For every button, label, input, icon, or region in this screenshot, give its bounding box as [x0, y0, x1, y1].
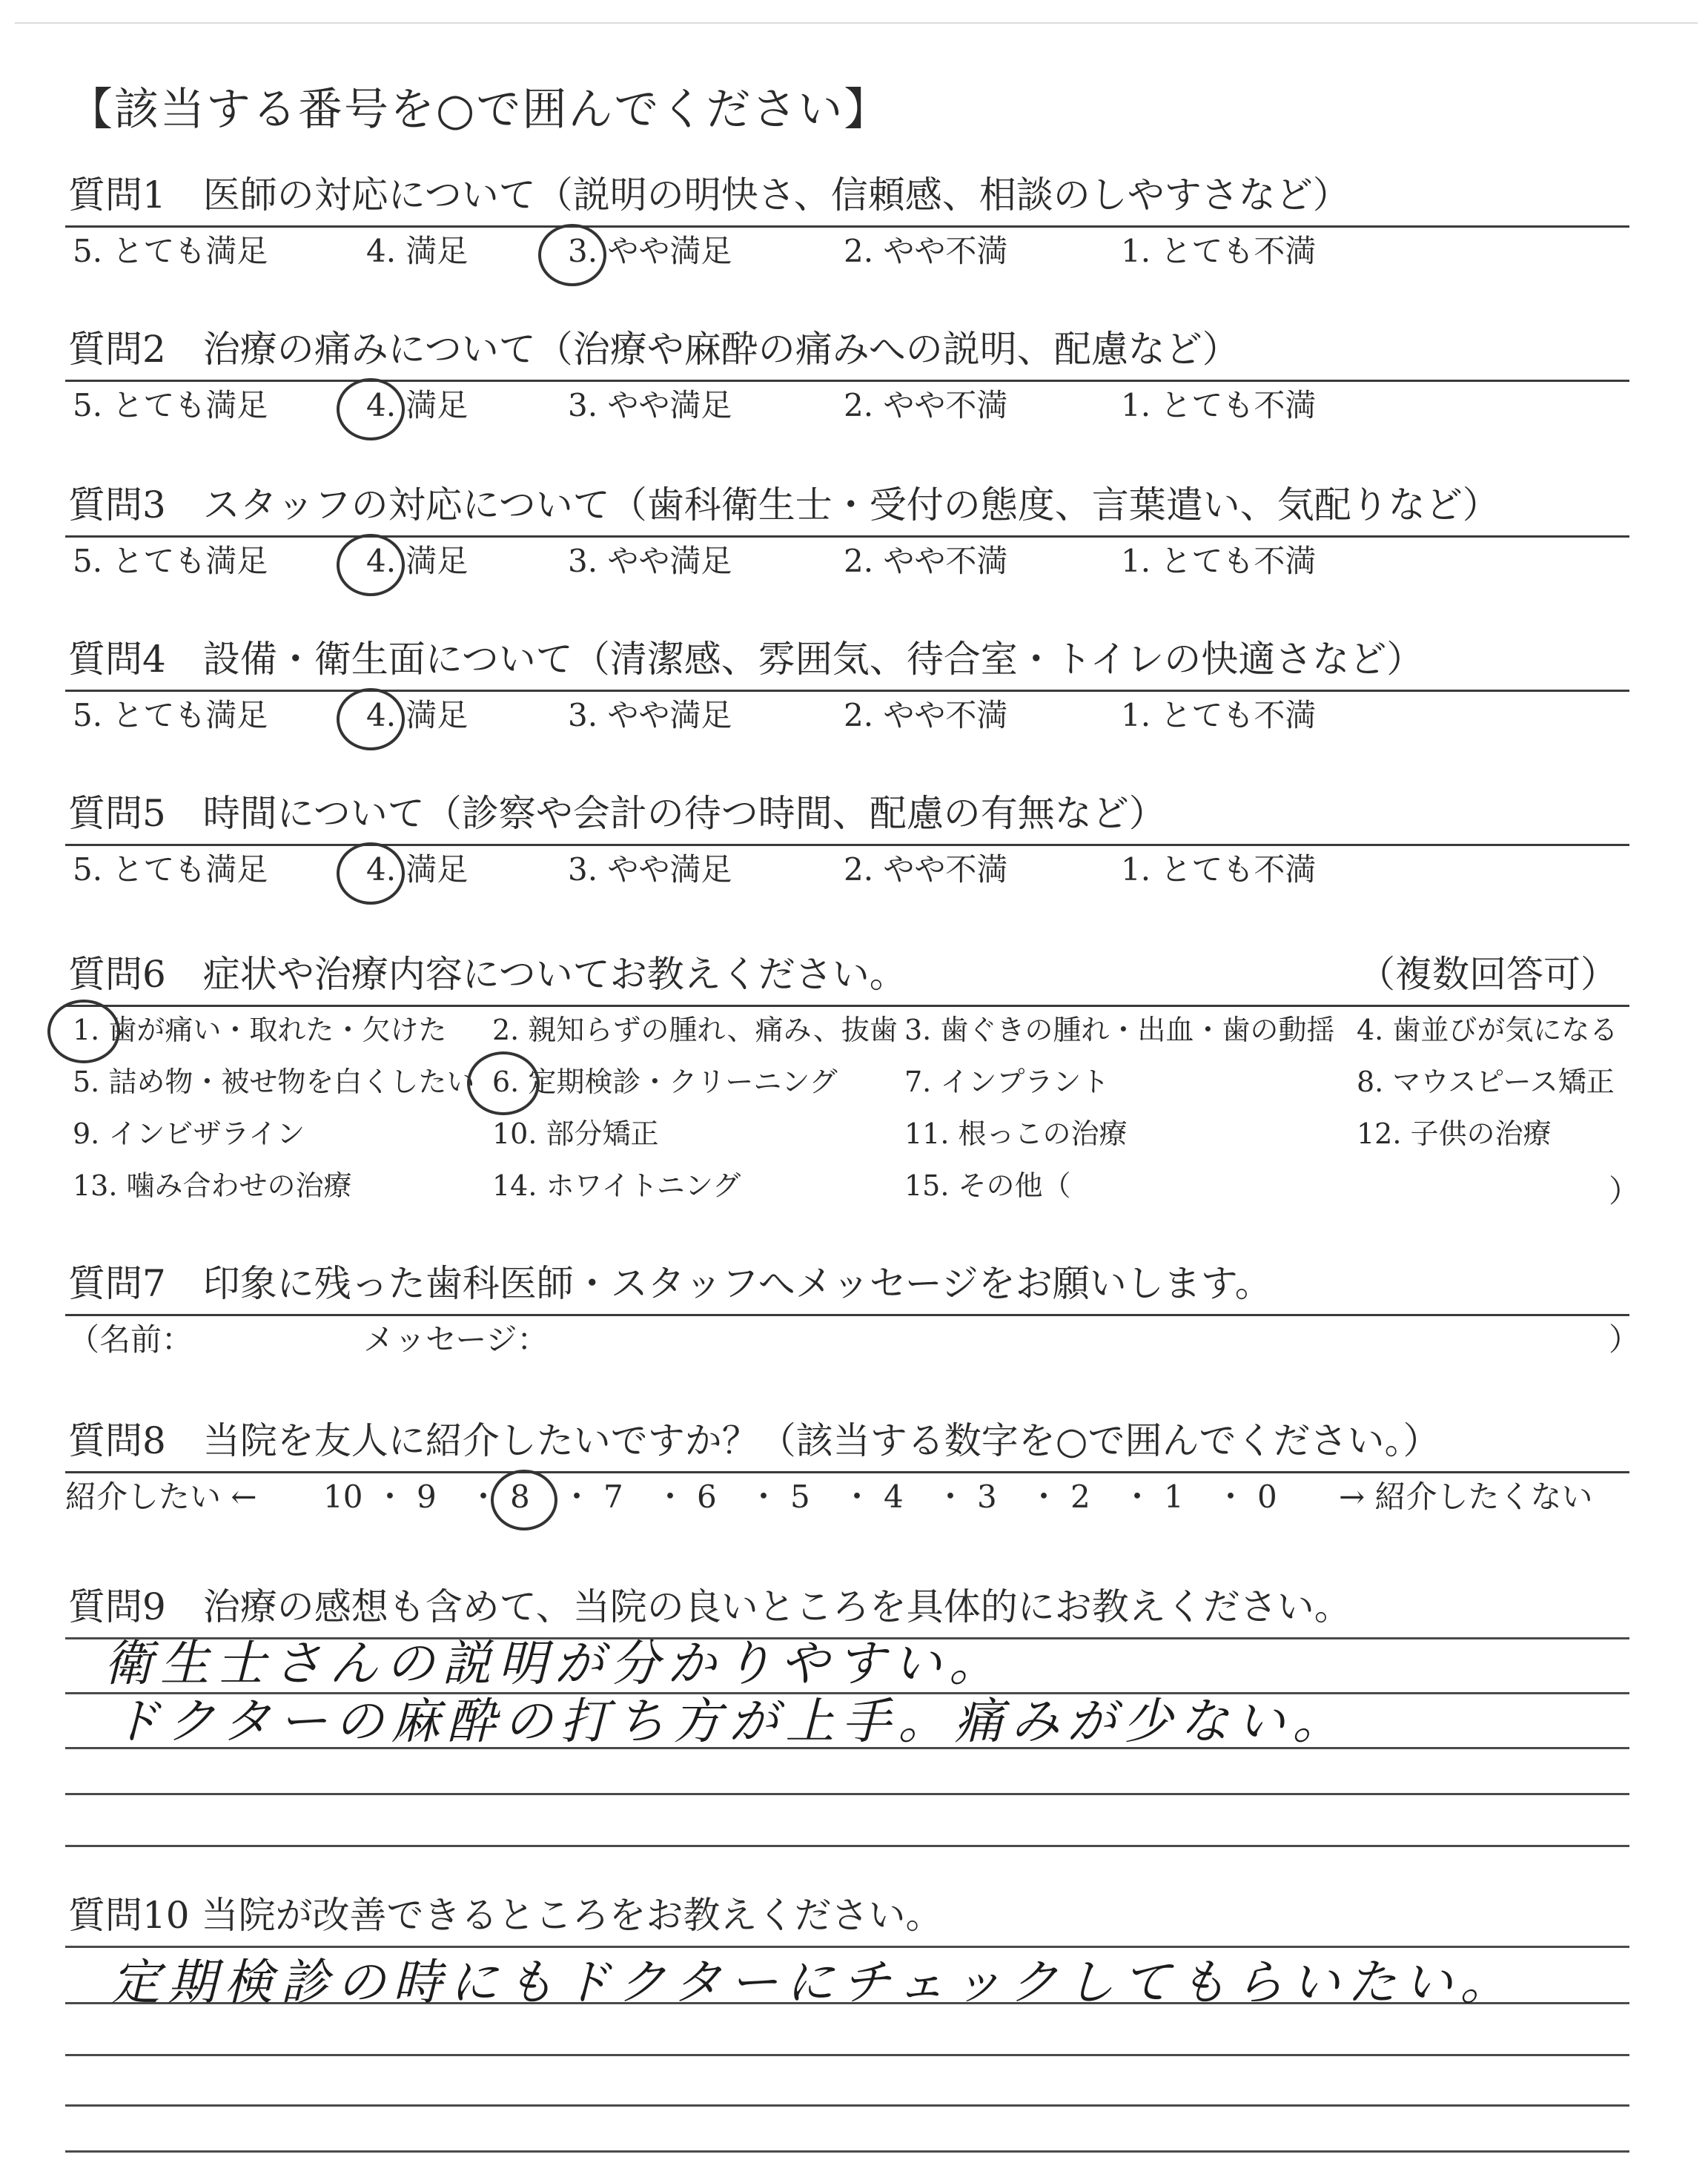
q8-scale-separator: ・	[748, 1479, 780, 1515]
q1-option[interactable]: 1. とても不満	[1121, 233, 1317, 269]
q9-answer-line-2: ドクターの麻酔の打ち方が上手。痛みが少ない。	[111, 1693, 1349, 1750]
q8-right-label: → 紹介したくない	[1339, 1479, 1593, 1515]
q6-rule	[65, 1005, 1629, 1007]
q1-option[interactable]: 5. とても満足	[73, 233, 268, 269]
q5-option[interactable]: 3. やや満足	[568, 851, 732, 888]
q6-option[interactable]: 10. 部分矯正	[492, 1117, 659, 1150]
q8-scale-separator: ・	[841, 1479, 873, 1515]
q3-option[interactable]: 5. とても満足	[73, 543, 268, 579]
q1-label: 質問1 医師の対応について（説明の明快さ、信頼感、相談のしやすさなど）	[68, 174, 1350, 217]
q4-rule	[65, 690, 1629, 692]
q6-option[interactable]: 15. その他（	[904, 1169, 1071, 1202]
q10-line-5	[65, 2150, 1629, 2153]
q1-selection-circle	[538, 224, 606, 286]
q5-selection-circle	[337, 842, 405, 905]
q4-option[interactable]: 3. やや満足	[568, 697, 732, 733]
q8-scale-separator: ・	[561, 1479, 593, 1515]
q4-option[interactable]: 1. とても不満	[1121, 697, 1317, 733]
q3-option[interactable]: 4. 満足	[366, 543, 469, 579]
q8-scale-separator: ・	[655, 1479, 686, 1515]
q2-option[interactable]: 2. やや不満	[844, 387, 1008, 423]
q10-line-3	[65, 2054, 1629, 2056]
q1-option[interactable]: 2. やや不満	[844, 233, 1008, 269]
q2-label: 質問2 治療の痛みについて（治療や麻酔の痛みへの説明、配慮など）	[68, 328, 1239, 371]
q8-selection-circle	[491, 1470, 557, 1530]
q3-rule	[65, 535, 1629, 538]
q4-label: 質問4 設備・衛生面について（清潔感、雰囲気、待合室・トイレの快適さなど）	[68, 638, 1424, 681]
q8-scale-number[interactable]: 7	[603, 1479, 623, 1515]
scan-edge-line	[15, 22, 1698, 24]
q8-left-label: 紹介したい ←	[65, 1479, 257, 1515]
q7-label: 質問7 印象に残った歯科医師・スタッフへメッセージをお願いします。	[68, 1262, 1272, 1305]
q8-scale-separator: ・	[374, 1479, 406, 1515]
q8-scale-separator: ・	[935, 1479, 967, 1515]
q2-option[interactable]: 1. とても不満	[1121, 387, 1317, 423]
q9-label: 質問9 治療の感想も含めて、当院の良いところを具体的にお教えください。	[68, 1585, 1351, 1628]
page-title: 【該当する番号を○で囲んでください】	[68, 84, 890, 136]
q4-option[interactable]: 2. やや不満	[844, 697, 1008, 733]
q4-selection-circle	[337, 688, 405, 750]
q8-scale-separator: ・	[1215, 1479, 1247, 1515]
q10-answer-line-1: 定期検診の時にもドクターにチェックしてもらいたい。	[111, 1954, 1517, 2011]
q7-message-label: メッセージ：	[363, 1321, 549, 1358]
q8-scale-separator: ・	[1122, 1479, 1153, 1515]
q5-rule	[65, 844, 1629, 846]
q5-option[interactable]: 1. とても不満	[1121, 851, 1317, 888]
q2-rule	[65, 380, 1629, 382]
q8-rule	[65, 1471, 1629, 1473]
q6-option[interactable]: 9. インビザライン	[73, 1117, 305, 1150]
q8-scale-number[interactable]: 0	[1257, 1479, 1277, 1515]
q6-option[interactable]: 8. マウスピース矯正	[1357, 1066, 1615, 1098]
q6-option[interactable]: 5. 詰め物・被せ物を白くしたい	[73, 1066, 475, 1098]
q2-selection-circle	[337, 378, 405, 440]
q8-scale-number[interactable]: 6	[697, 1479, 717, 1515]
q4-option[interactable]: 4. 満足	[366, 697, 469, 733]
q9-line-5	[65, 1845, 1629, 1847]
q8-scale-number[interactable]: 2	[1070, 1479, 1090, 1515]
q7-name-label: （名前：	[68, 1321, 193, 1358]
q8-scale-number[interactable]: 3	[977, 1479, 997, 1515]
q8-scale-number[interactable]: 10	[323, 1479, 363, 1515]
q3-option[interactable]: 2. やや不満	[844, 543, 1008, 579]
q3-label: 質問3 スタッフの対応について（歯科衛生士・受付の態度、言葉遣い、気配りなど）	[68, 483, 1500, 526]
q10-line-4	[65, 2104, 1629, 2107]
q1-rule	[65, 225, 1629, 228]
q8-scale-number[interactable]: 1	[1164, 1479, 1184, 1515]
q3-option[interactable]: 3. やや満足	[568, 543, 732, 579]
q3-option[interactable]: 1. とても不満	[1121, 543, 1317, 579]
q8-label: 質問8 当院を友人に紹介したいですか？（該当する数字を○で囲んでください。）	[68, 1419, 1440, 1462]
q6-option[interactable]: 2. 親知らずの腫れ、痛み、抜歯	[492, 1014, 898, 1046]
q5-option[interactable]: 2. やや不満	[844, 851, 1008, 888]
q6-option[interactable]: 13. 噛み合わせの治療	[73, 1169, 352, 1202]
q9-line-4	[65, 1793, 1629, 1795]
q2-option[interactable]: 3. やや満足	[568, 387, 732, 423]
q8-scale-separator: ・	[468, 1479, 500, 1515]
q7-rule	[65, 1314, 1629, 1316]
q6-option[interactable]: 12. 子供の治療	[1357, 1117, 1552, 1150]
q8-scale-number[interactable]: 9	[417, 1479, 437, 1515]
q1-option[interactable]: 4. 満足	[366, 233, 469, 269]
q5-option[interactable]: 4. 満足	[366, 851, 469, 888]
q6-note: （複数回答可）	[1358, 953, 1618, 996]
q1-option[interactable]: 3. やや満足	[568, 233, 732, 269]
q9-answer-line-1: 衛生士さんの説明が分かりやすい。	[104, 1635, 1005, 1692]
q6-option[interactable]: 4. 歯並びが気になる	[1357, 1014, 1618, 1046]
q5-label: 質問5 時間について（診察や会計の待つ時間、配慮の有無など）	[68, 792, 1166, 835]
q5-option[interactable]: 5. とても満足	[73, 851, 268, 888]
q3-selection-circle	[337, 534, 405, 596]
q8-scale-number[interactable]: 8	[510, 1479, 530, 1515]
q6-option[interactable]: 3. 歯ぐきの腫れ・出血・歯の動揺	[904, 1014, 1335, 1046]
q8-scale-number[interactable]: 5	[790, 1479, 810, 1515]
q6-option[interactable]: 11. 根っこの治療	[904, 1117, 1128, 1150]
q6-other-close: ）	[1609, 1173, 1641, 1209]
q6-selection-circle	[47, 1000, 120, 1063]
q2-option[interactable]: 4. 満足	[366, 387, 469, 423]
q7-close: ）	[1609, 1321, 1641, 1358]
q8-scale-number[interactable]: 4	[884, 1479, 904, 1515]
q6-option[interactable]: 7. インプラント	[904, 1066, 1110, 1098]
q6-selection-circle	[467, 1051, 540, 1115]
q10-label: 質問10 当院が改善できるところをお教えください。	[68, 1894, 943, 1937]
q6-label: 質問6 症状や治療内容についてお教えください。	[68, 953, 907, 996]
q8-scale-separator: ・	[1028, 1479, 1060, 1515]
q6-option[interactable]: 1. 歯が痛い・取れた・欠けた	[73, 1014, 447, 1046]
q4-option[interactable]: 5. とても満足	[73, 697, 268, 733]
q6-option[interactable]: 14. ホワイトニング	[492, 1169, 741, 1202]
q6-option[interactable]: 6. 定期検診・クリーニング	[492, 1066, 838, 1098]
q2-option[interactable]: 5. とても満足	[73, 387, 268, 423]
